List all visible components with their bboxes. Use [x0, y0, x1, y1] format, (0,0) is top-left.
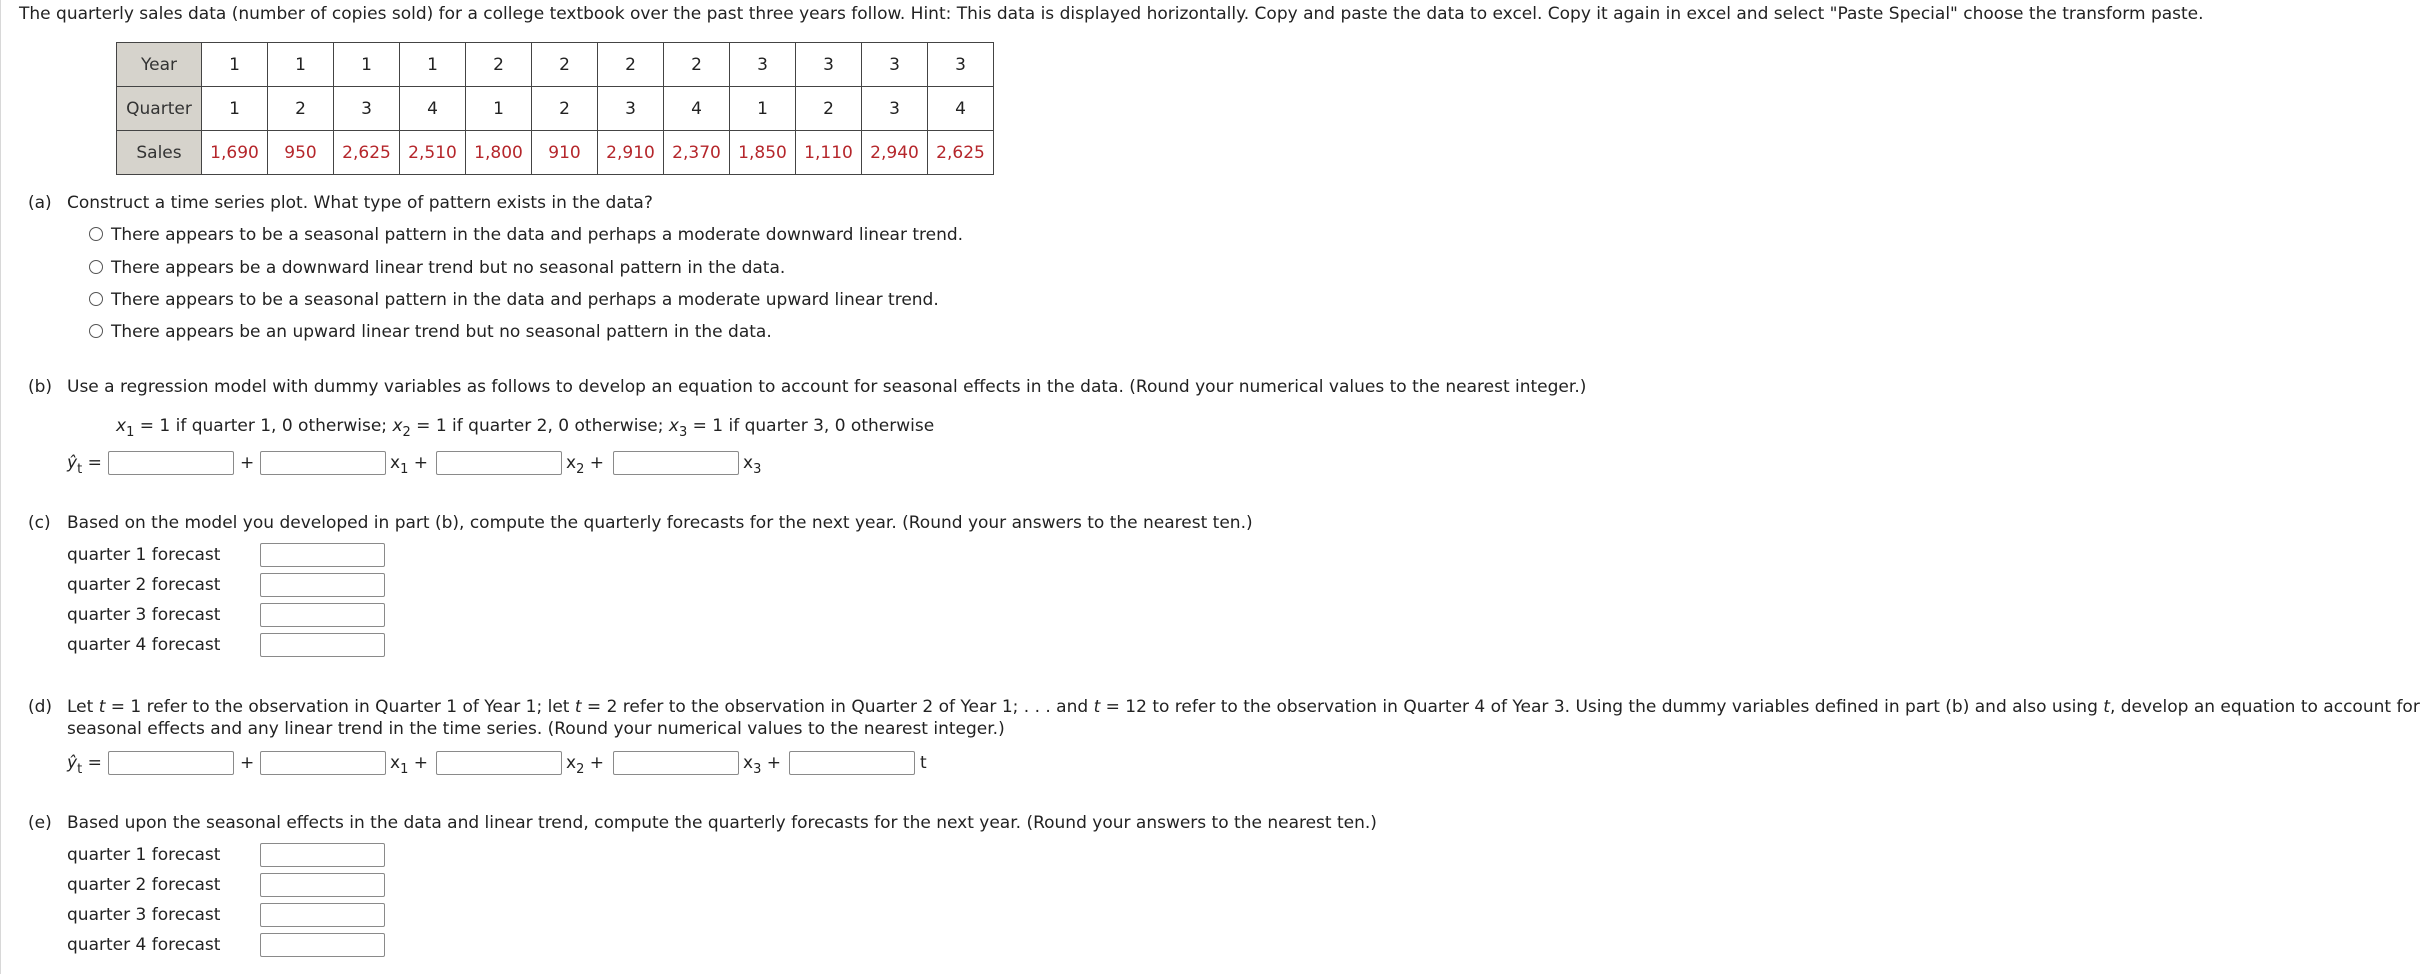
part-c-q2-forecast-input[interactable]	[260, 573, 385, 597]
option-label: There appears to be a seasonal pattern in the data and perhaps a moderate upward linear trend.	[111, 290, 939, 310]
year-cell: 3	[730, 43, 796, 87]
year-cell: 2	[532, 43, 598, 87]
part-d-x2-coefficient-input[interactable]	[436, 751, 562, 775]
sales-cell: 2,625	[334, 131, 400, 175]
plus-sign: +	[589, 753, 604, 773]
equals-sign: =	[87, 753, 102, 773]
radio-button[interactable]	[89, 292, 103, 306]
sales-cell: 1,800	[466, 131, 532, 175]
year-cell: 2	[664, 43, 730, 87]
sales-cell: 1,850	[730, 131, 796, 175]
var-x3: x	[743, 453, 754, 473]
var-x2: x	[566, 453, 577, 473]
part-c-label-q4: quarter 4 forecast	[67, 635, 221, 655]
plus-sign: +	[240, 753, 255, 773]
plus-sign: +	[240, 453, 255, 473]
subscript: 2	[576, 462, 585, 477]
var-x1: x	[390, 753, 401, 773]
part-e-question: Based upon the seasonal effects in the data and linear trend, compute the quarterly forecasts for the next year. (Round your answers to the nearest ten.)	[67, 813, 1377, 833]
quarter-cell: 1	[730, 87, 796, 131]
sales-cell: 1,110	[796, 131, 862, 175]
part-c-label-q3: quarter 3 forecast	[67, 605, 221, 625]
quarter-cell: 1	[466, 87, 532, 131]
part-d-question-line1	[67, 697, 2420, 717]
subscript: t	[77, 762, 83, 777]
option-label: There appears be an upward linear trend but no seasonal pattern in the data.	[111, 322, 772, 342]
quarter-cell: 3	[598, 87, 664, 131]
row-label-year: Year	[117, 43, 202, 87]
radio-button[interactable]	[89, 260, 103, 274]
sales-cell: 2,910	[598, 131, 664, 175]
part-b-tag: (b)	[28, 377, 53, 397]
plus-sign: +	[589, 453, 604, 473]
quarter-cell: 4	[664, 87, 730, 131]
year-cell: 1	[400, 43, 466, 87]
part-a-option-3[interactable]	[89, 290, 939, 310]
var-t: t	[574, 697, 582, 717]
part-b-x1-coefficient-input[interactable]	[260, 451, 386, 475]
var-x2: x	[566, 753, 577, 773]
part-d-lhs	[67, 753, 102, 777]
part-d-intercept-input[interactable]	[108, 751, 234, 775]
part-e-label-q3: quarter 3 forecast	[67, 905, 221, 925]
part-c-q1-forecast-input[interactable]	[260, 543, 385, 567]
quarter-cell: 3	[334, 87, 400, 131]
part-e-label-q2: quarter 2 forecast	[67, 875, 221, 895]
sales-cell: 2,940	[862, 131, 928, 175]
left-border-line	[0, 0, 1, 974]
part-d-x1-coefficient-input[interactable]	[260, 751, 386, 775]
part-d-t-coefficient-input[interactable]	[789, 751, 915, 775]
part-c-q4-forecast-input[interactable]	[260, 633, 385, 657]
quarter-cell: 4	[928, 87, 994, 131]
y-hat: ŷ	[67, 453, 78, 473]
subscript: 3	[753, 462, 762, 477]
subscript: 2	[576, 762, 585, 777]
text: = 2 refer to the observation in Quarter 2 of Year 1; . . . and	[581, 697, 1094, 717]
dummy-variable-definition	[116, 416, 934, 440]
year-cell: 3	[796, 43, 862, 87]
part-c-label-q1: quarter 1 forecast	[67, 545, 221, 565]
quarter-cell: 1	[202, 87, 268, 131]
year-cell: 3	[862, 43, 928, 87]
year-cell: 2	[598, 43, 664, 87]
row-label-quarter: Quarter	[117, 87, 202, 131]
subscript: 2	[402, 425, 411, 440]
var-x3: x	[668, 416, 679, 436]
year-cell: 2	[466, 43, 532, 87]
sales-cell: 910	[532, 131, 598, 175]
text: Let	[67, 697, 99, 717]
intro-text: The quarterly sales data (number of copies sold) for a college textbook over the past three years follow. Hint: This data is displayed horizontally. Copy and paste the data to excel. Copy it again in excel and select "Paste Special" choose the transform paste.	[19, 4, 2204, 24]
subscript: 1	[126, 425, 135, 440]
part-e-q1-forecast-input[interactable]	[260, 843, 385, 867]
var-x3: x	[743, 753, 754, 773]
table-row-year	[117, 43, 994, 87]
part-e-q4-forecast-input[interactable]	[260, 933, 385, 957]
x3-term	[743, 753, 781, 777]
y-hat: ŷ	[67, 753, 78, 773]
part-c-tag: (c)	[28, 513, 51, 533]
row-label-sales: Sales	[117, 131, 202, 175]
text: = 12 to refer to the observation in Quarter 4 of Year 3. Using the dummy variables defined in part (b) and also using	[1100, 697, 2104, 717]
x2-definition: = 1 if quarter 2, 0 otherwise;	[410, 416, 669, 436]
var-t: t	[2103, 697, 2110, 717]
x3-definition: = 1 if quarter 3, 0 otherwise	[687, 416, 935, 436]
sales-cell: 1,690	[202, 131, 268, 175]
part-e-q3-forecast-input[interactable]	[260, 903, 385, 927]
subscript: 1	[400, 762, 409, 777]
part-d-x3-coefficient-input[interactable]	[613, 751, 739, 775]
x2-term	[566, 753, 604, 777]
part-b-x2-coefficient-input[interactable]	[436, 451, 562, 475]
var-t: t	[98, 697, 106, 717]
year-cell: 1	[202, 43, 268, 87]
text: , develop an equation to account for	[2109, 697, 2420, 717]
part-e-label-q1: quarter 1 forecast	[67, 845, 221, 865]
option-label: There appears be a downward linear trend but no seasonal pattern in the data.	[111, 258, 786, 278]
subscript: 3	[678, 425, 688, 440]
part-e-tag: (e)	[28, 813, 52, 833]
plus-sign: +	[766, 753, 781, 773]
year-cell: 1	[334, 43, 400, 87]
part-a-tag: (a)	[28, 193, 52, 213]
quarter-cell: 2	[268, 87, 334, 131]
part-e-q2-forecast-input[interactable]	[260, 873, 385, 897]
x1-term	[390, 453, 428, 477]
year-cell: 1	[268, 43, 334, 87]
sales-cell: 950	[268, 131, 334, 175]
part-b-x3-coefficient-input[interactable]	[613, 451, 739, 475]
t-term: t	[920, 753, 927, 773]
subscript: 1	[400, 462, 409, 477]
year-cell: 3	[928, 43, 994, 87]
table-row-quarter	[117, 87, 994, 131]
part-b-lhs	[67, 453, 102, 477]
x1-definition: = 1 if quarter 1, 0 otherwise;	[134, 416, 393, 436]
part-c-q3-forecast-input[interactable]	[260, 603, 385, 627]
part-d-question-line2: seasonal effects and any linear trend in the time series. (Round your numerical values to the nearest integer.)	[67, 719, 1005, 739]
radio-button[interactable]	[89, 324, 103, 338]
part-b-intercept-input[interactable]	[108, 451, 234, 475]
part-a-option-2[interactable]	[89, 258, 785, 278]
sales-cell: 2,370	[664, 131, 730, 175]
plus-sign: +	[413, 453, 428, 473]
quarter-cell: 2	[532, 87, 598, 131]
part-d-tag: (d)	[28, 697, 53, 717]
plus-sign: +	[413, 753, 428, 773]
x1-term	[390, 753, 428, 777]
option-label: There appears to be a seasonal pattern in the data and perhaps a moderate downward linear trend.	[111, 225, 964, 245]
part-c-question: Based on the model you developed in part (b), compute the quarterly forecasts for the next year. (Round your answers to the nearest ten.)	[67, 513, 1253, 533]
var-x2: x	[392, 416, 403, 436]
var-x1: x	[116, 416, 127, 436]
part-a-option-1[interactable]	[89, 225, 963, 245]
var-x1: x	[390, 453, 401, 473]
radio-button[interactable]	[89, 227, 103, 241]
part-a-question: Construct a time series plot. What type of pattern exists in the data?	[67, 193, 653, 213]
part-e-label-q4: quarter 4 forecast	[67, 935, 221, 955]
sales-cell: 2,510	[400, 131, 466, 175]
subscript: 3	[753, 762, 762, 777]
var-t: t	[1093, 697, 1101, 717]
text: = 1 refer to the observation in Quarter 1 of Year 1; let	[105, 697, 575, 717]
table-row-sales	[117, 131, 994, 175]
quarter-cell: 3	[862, 87, 928, 131]
sales-data-table	[116, 42, 994, 175]
quarter-cell: 4	[400, 87, 466, 131]
subscript: t	[77, 462, 83, 477]
part-b-question: Use a regression model with dummy variables as follows to develop an equation to account for seasonal effects in the data. (Round your numerical values to the nearest integer.)	[67, 377, 1587, 397]
x2-term	[566, 453, 604, 477]
x3-term	[743, 453, 761, 477]
sales-cell: 2,625	[928, 131, 994, 175]
part-a-option-4[interactable]	[89, 322, 772, 342]
quarter-cell: 2	[796, 87, 862, 131]
part-c-label-q2: quarter 2 forecast	[67, 575, 221, 595]
equals-sign: =	[87, 453, 102, 473]
